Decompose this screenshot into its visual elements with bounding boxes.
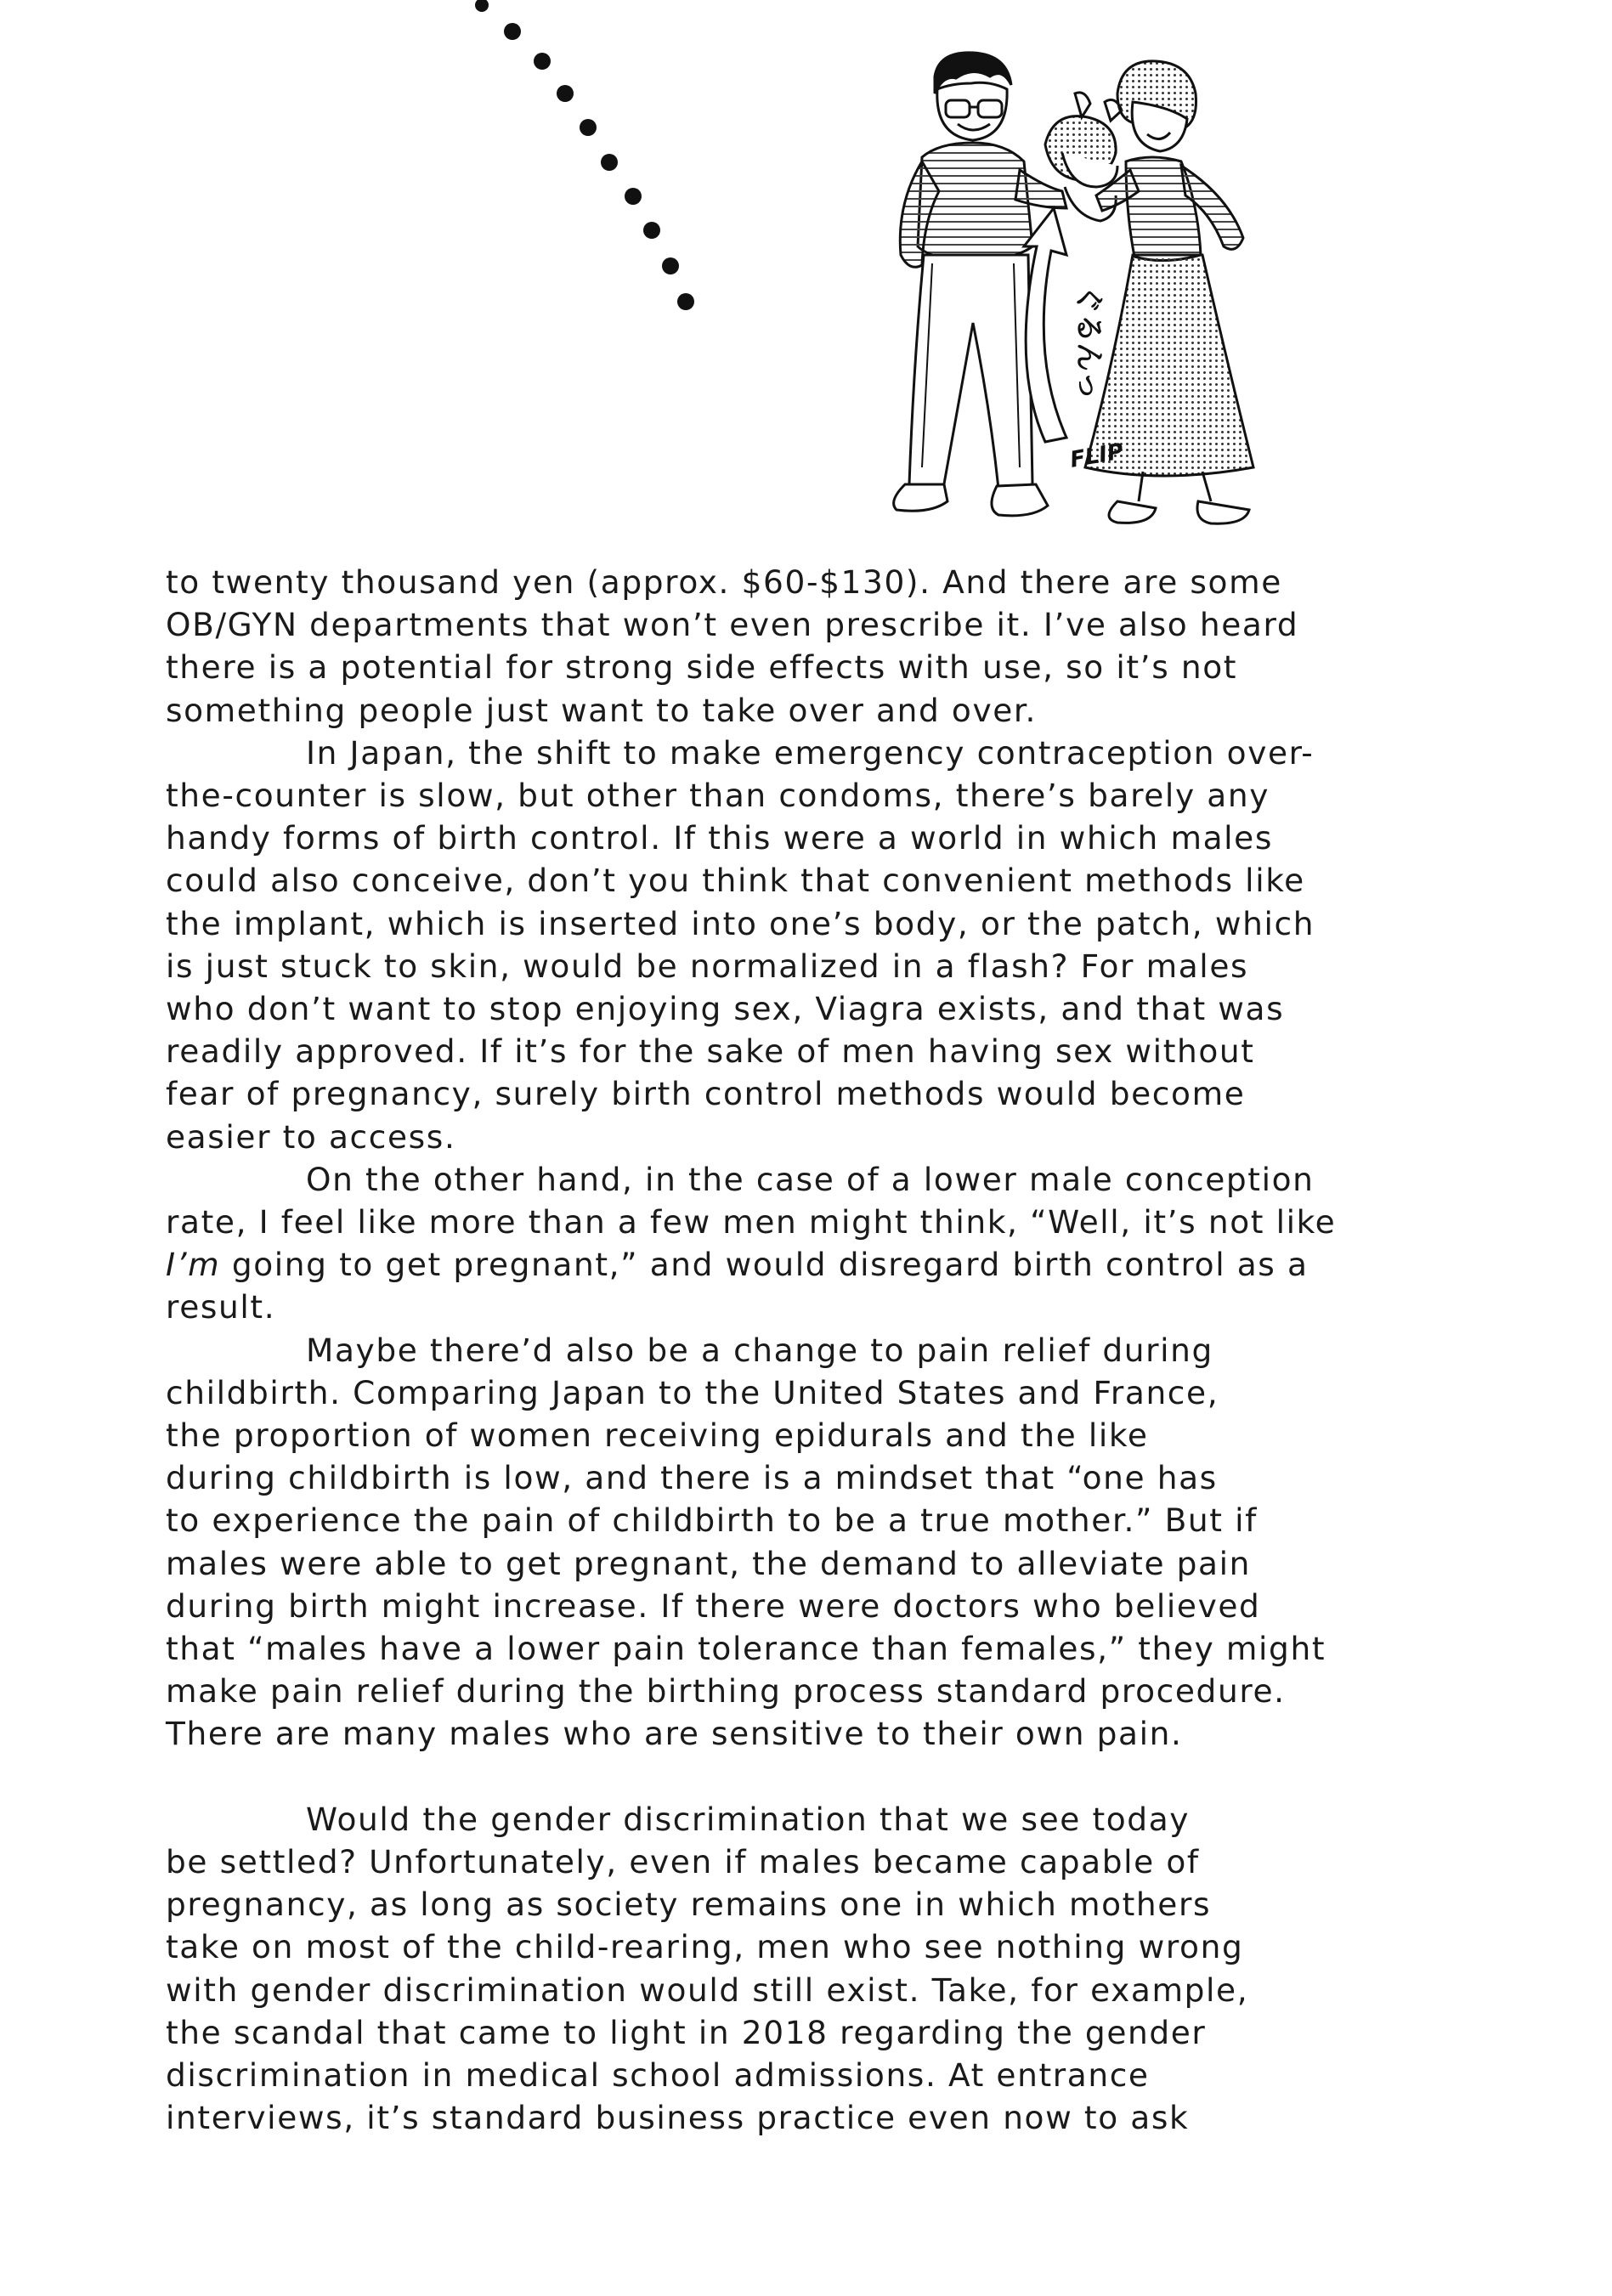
paragraph-2 — [166, 732, 1355, 1158]
text-line: the-counter is slow, but other than condoms, there’s barely any — [166, 777, 1270, 815]
text-line: discrimination in medical school admissions. At entrance — [166, 2056, 1150, 2094]
text-line: could also conceive, don’t you think that convenient methods like — [166, 862, 1305, 900]
text-line: There are many males who are sensitive to their own pain. — [166, 1715, 1183, 1753]
text-line: easier to access. — [166, 1117, 456, 1156]
body-text — [166, 561, 1355, 2139]
text-line: interviews, it’s standard business practice even now to ask — [166, 2099, 1190, 2137]
text-line: OB/GYN departments that won’t even prescribe it. I’ve also heard — [166, 606, 1299, 644]
text-line: the proportion of women receiving epidurals and the like — [166, 1417, 1149, 1455]
text-line: pregnancy, as long as society remains one in which mothers — [166, 1886, 1212, 1924]
text-line: the scandal that came to light in 2018 regarding the gender — [166, 2013, 1207, 2051]
trail-dot — [557, 85, 574, 102]
text-line: is just stuck to skin, would be normalized in a flash? For males — [166, 947, 1249, 985]
text-line: be settled? Unfortunately, even if males became capable of — [166, 1842, 1200, 1880]
trail-dot — [534, 53, 551, 70]
trail-dot — [643, 222, 660, 239]
paragraph-3 — [166, 1158, 1355, 1329]
emphasized-word: I’m — [166, 1246, 221, 1284]
text-line: males were able to get pregnant, the demand to alleviate pain — [166, 1544, 1252, 1582]
text-line: take on most of the child-rearing, men who see nothing wrong — [166, 1928, 1244, 1966]
trail-dot — [475, 0, 489, 12]
paragraph-4 — [166, 1329, 1355, 1756]
text-line: the implant, which is inserted into one’s body, or the patch, which — [166, 904, 1315, 942]
text-line: handy forms of birth control. If this were a world in which males — [166, 819, 1273, 857]
text-line: result. — [166, 1288, 276, 1326]
dotted-trail-decoration — [463, 0, 701, 331]
sound-effect-flip: FLIP — [1068, 438, 1126, 473]
text-line: readily approved. If it’s for the sake of men having sex without — [166, 1032, 1255, 1071]
trail-dot — [580, 119, 597, 136]
text-line: with gender discrimination would still exist. Take, for example, — [166, 1971, 1249, 2009]
text-line: On the other hand, in the case of a lower male conception — [306, 1160, 1315, 1198]
text-line-rest: going to get pregnant,” and would disregard birth control as a — [220, 1246, 1309, 1284]
paragraph-1 — [166, 561, 1355, 732]
sound-effect-japanese: ぐるんっ — [1072, 285, 1106, 400]
text-line: that “males have a lower pain tolerance than females,” they might — [166, 1630, 1326, 1668]
text-line: fear of pregnancy, surely birth control methods would become — [166, 1075, 1246, 1113]
trail-dot — [601, 154, 618, 171]
trail-dot — [625, 188, 642, 205]
text-line: who don’t want to stop enjoying sex, Viagra exists, and that was — [166, 990, 1285, 1028]
text-line: Maybe there’d also be a change to pain relief during — [306, 1331, 1213, 1369]
paragraph-5 — [166, 1798, 1355, 2140]
text-line: during birth might increase. If there were doctors who believed — [166, 1586, 1261, 1625]
text-line: during childbirth is low, and there is a mindset that “one has — [166, 1459, 1218, 1497]
paragraph-gap — [166, 1756, 1355, 1798]
trail-dot — [504, 23, 521, 40]
text-line: Would the gender discrimination that we see today — [306, 1800, 1191, 1838]
text-line: there is a potential for strong side effects with use, so it’s not — [166, 648, 1238, 687]
text-line: rate, I feel like more than a few men might think, “Well, it’s not like — [166, 1203, 1337, 1241]
trail-dot — [677, 293, 694, 310]
text-line — [166, 1243, 1355, 1286]
couple-flipping-baby-illustration — [863, 42, 1355, 552]
text-line: childbirth. Comparing Japan to the United States and France, — [166, 1373, 1219, 1411]
trail-dot — [662, 257, 679, 274]
text-line: make pain relief during the birthing process standard procedure. — [166, 1672, 1286, 1711]
text-line: to experience the pain of childbirth to be a true mother.” But if — [166, 1501, 1258, 1540]
text-line: to twenty thousand yen (approx. $60-$130). And there are some — [166, 563, 1282, 601]
text-line: something people just want to take over and over. — [166, 691, 1038, 729]
text-line: In Japan, the shift to make emergency contraception over- — [306, 733, 1315, 772]
